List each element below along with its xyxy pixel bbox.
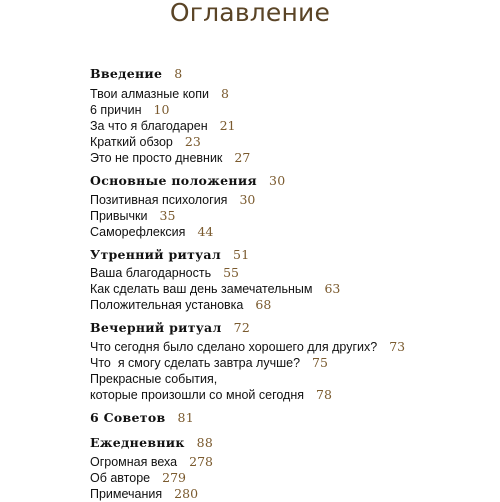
toc-page-number: 78	[316, 387, 332, 402]
toc-entry-label: Привычки	[90, 209, 148, 223]
toc-entry[interactable]	[90, 281, 340, 297]
toc-heading-label: Вечерний ритуал	[90, 320, 222, 335]
toc-entry[interactable]	[90, 339, 405, 355]
toc-entry-label: Об авторе	[90, 471, 151, 485]
toc-page-number: 55	[223, 265, 239, 280]
toc-heading-basics[interactable]	[90, 173, 285, 189]
toc-entry[interactable]	[90, 192, 255, 208]
toc-heading-label: Введение	[90, 66, 163, 81]
toc-entry[interactable]	[90, 118, 236, 134]
toc-page-number: 72	[233, 320, 251, 335]
toc-page-number: 30	[268, 173, 286, 188]
toc-page-number: 21	[219, 118, 236, 133]
toc-entry[interactable]	[90, 102, 169, 118]
toc-entry-label: Как сделать ваш день замечательным	[90, 282, 313, 296]
toc-heading-morning-ritual[interactable]	[90, 247, 249, 263]
toc-page-number: 278	[189, 454, 213, 469]
toc-entry[interactable]	[90, 470, 186, 486]
toc-entry-label: Положительная установка	[90, 298, 244, 312]
toc-entry-label: Примечания	[90, 487, 163, 501]
page-title: Оглавление	[169, 0, 331, 27]
toc-heading-label: Основные положения	[90, 173, 257, 188]
toc-entry[interactable]	[90, 150, 250, 166]
toc-heading-label: 6 Советов	[90, 410, 166, 425]
toc-page-number: 75	[312, 355, 328, 370]
toc-entry[interactable]	[90, 134, 201, 150]
toc-entry[interactable]	[90, 454, 213, 470]
toc-page-number: 279	[162, 470, 186, 485]
toc-page-number: 280	[174, 486, 199, 501]
toc-page-number: 68	[255, 297, 272, 312]
toc-entry[interactable]	[90, 86, 229, 102]
toc-entry-label: Что сегодня было сделано хорошего для других?	[90, 340, 378, 354]
toc-entry-label: Краткий обзор	[90, 135, 173, 149]
toc-entry-label: которые произошли со мной сегодня	[90, 388, 305, 402]
toc-page-number: 35	[159, 208, 176, 223]
toc-heading-label: Ежедневник	[90, 435, 185, 450]
toc-entry-label: Саморефлексия	[90, 225, 186, 239]
toc-page-number: 44	[197, 224, 214, 239]
toc-entry-label: Это не просто дневник	[90, 151, 223, 165]
toc-entry-label: За что я благодарен	[90, 119, 208, 133]
toc-page-number: 81	[177, 410, 194, 425]
toc-entry-label: Огромная веха	[90, 455, 178, 469]
toc-heading-six-tips[interactable]	[90, 410, 194, 426]
toc-page-number: 51	[232, 247, 250, 262]
toc-entry-label: Твои алмазные копи	[90, 87, 210, 101]
toc-page-number: 8	[174, 66, 183, 81]
toc-entry[interactable]	[90, 265, 239, 281]
toc-page-number: 30	[239, 192, 256, 207]
toc-entry-label: Позитивная психология	[90, 193, 228, 207]
toc-entry[interactable]	[90, 208, 175, 224]
toc-page-number: 27	[234, 150, 251, 165]
toc-page-number: 10	[153, 102, 170, 117]
toc-page-number: 88	[196, 435, 214, 450]
toc-entry[interactable]	[90, 224, 213, 240]
toc-entry[interactable]	[90, 355, 328, 371]
toc-page-number: 8	[221, 86, 229, 101]
toc-heading-diary[interactable]	[90, 435, 213, 451]
toc-page-number: 63	[324, 281, 341, 296]
toc-entry[interactable]	[90, 387, 332, 403]
toc-heading-evening-ritual[interactable]	[90, 320, 250, 336]
toc-heading-label: Утренний ритуал	[90, 247, 221, 262]
toc-entry-label: 6 причин	[90, 103, 142, 117]
toc-heading-introduction[interactable]	[90, 66, 183, 82]
toc-entry[interactable]	[90, 371, 217, 387]
toc-page-number: 73	[389, 339, 406, 354]
toc-entry[interactable]	[90, 297, 271, 313]
toc-entry-label: Что я смогу сделать завтра лучше?	[90, 356, 301, 370]
toc-entry-label: Ваша благодарность	[90, 266, 212, 280]
toc-entry-label: Прекрасные события,	[90, 372, 218, 386]
toc-page-number: 23	[184, 134, 201, 149]
